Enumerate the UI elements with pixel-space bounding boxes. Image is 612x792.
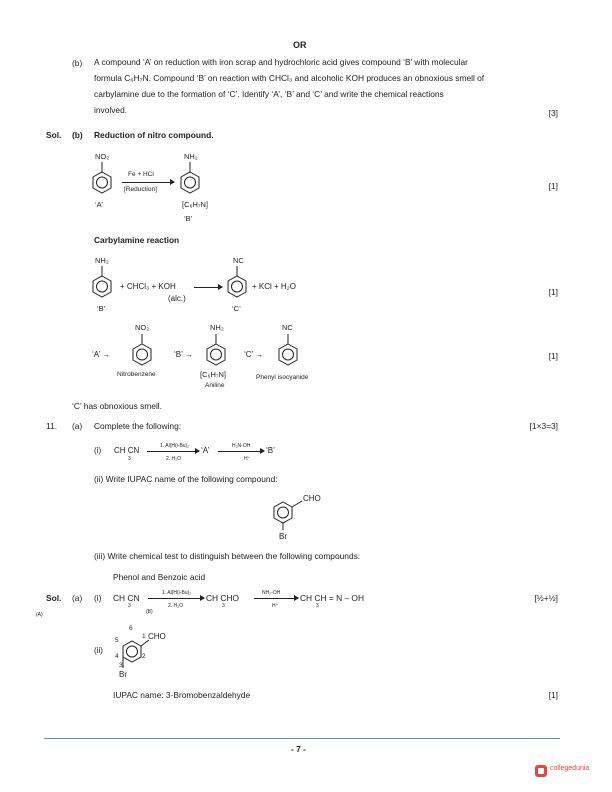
ring-number-2: 2: [142, 653, 146, 660]
question-instruction: Complete the following:: [94, 421, 182, 431]
cho-label: CHO: [148, 632, 166, 641]
label-a: ‘A’: [95, 200, 103, 209]
question-b-line: A compound ‘A’ on reduction with iron scrap and hydrochloric acid gives compound ‘B’ with molecular: [94, 57, 468, 67]
reaction-arrow: [194, 287, 222, 288]
cho-label: CHO: [303, 494, 321, 503]
ring-number-1: 1: [142, 633, 146, 640]
conclusion-text: ‘C’ has obnoxious smell.: [72, 401, 162, 411]
mid-label: ‘A’: [201, 446, 210, 455]
label-c: ‘C’: [232, 304, 241, 313]
carbylamine-heading: Carbylamine reaction: [94, 235, 180, 245]
reagent-bottom: [Reduction]: [124, 186, 157, 193]
ring-number-6: 6: [129, 625, 133, 632]
nh2-label: NH₂: [95, 256, 109, 265]
reagent2-top: H₂N-OH: [232, 443, 251, 449]
question-number: 11.: [46, 421, 58, 431]
label-b: ‘B’: [97, 304, 106, 313]
sol-marks-ii: [1]: [548, 690, 558, 700]
compounds-text: Phenol and Benzoic acid: [113, 572, 206, 582]
br-label: Br: [279, 532, 287, 541]
reagent1-top: 1. Al(H(i-Bu)₂: [160, 443, 190, 449]
subscript-3: 3: [222, 603, 225, 609]
sol-part: (b): [72, 130, 83, 140]
question-b-line: carbylamine due to the formation of ‘C’. Identify ‘A’, ‘B’ and ‘C’ and write the chemical reactions: [94, 89, 444, 99]
reaction-arrow: [122, 182, 174, 183]
footer-divider: [44, 738, 560, 739]
nc-label: NC: [233, 256, 244, 265]
reaction-arrow: [254, 598, 298, 599]
question-b-line: formula C₆H₇N. Compound ‘B’ on reaction with CHCl₃ and alcoholic KOH produces an obnoxious smell of: [94, 73, 485, 83]
brand-logo-icon: [534, 764, 548, 778]
formula-label: [C₆H₇N]: [182, 200, 209, 209]
sol-sub-i: (i): [94, 593, 102, 603]
brand-name: collegedunia: [550, 765, 590, 772]
sol-end: CH CH = N – OH: [300, 593, 364, 603]
reaction-arrow: [147, 451, 199, 452]
label-b: ‘B’: [184, 214, 193, 223]
sol-marks-i: [½+½]: [534, 593, 558, 603]
nc-label: NC: [282, 323, 293, 332]
nh2-label: NH₂: [210, 323, 224, 332]
reagent1-top: 1. Al(H(i-Bu)₂: [162, 590, 192, 596]
mark-3: [1]: [548, 351, 558, 361]
reaction-arrow: [218, 451, 264, 452]
sol-label: Sol.: [46, 593, 62, 603]
phenyl-isocyanide-label: Phenyl isocyanide: [256, 374, 309, 381]
reagent2-bottom: H⁺: [272, 603, 279, 609]
sub-i-start: CH CN: [114, 446, 140, 455]
aniline-formula: [C₆H₇N]: [200, 370, 227, 379]
reagent1-bottom: 2. H₂O: [168, 603, 183, 609]
br-label: Br: [119, 670, 127, 679]
iupac-answer: IUPAC name: 3-Bromobenzaldehyde: [113, 690, 251, 700]
question-b-line: involved.: [94, 105, 128, 115]
sol-middle: CH CHO: [206, 593, 240, 603]
reagent1-bottom: 2. H₂O: [166, 456, 181, 462]
summary-c: ‘C’ →: [244, 350, 264, 359]
mark-2: [1]: [548, 287, 558, 297]
question-b-marks: [3]: [548, 108, 558, 118]
mark-1: [1]: [548, 181, 558, 191]
label-a: (A): [36, 612, 43, 618]
question-b-label: (b): [72, 58, 83, 68]
sol-heading: Reduction of nitro compound.: [94, 130, 214, 140]
ring-number-4: 4: [115, 653, 119, 660]
ring-number-3: 3: [119, 662, 123, 669]
or-heading: OR: [293, 40, 307, 50]
end-label: ‘B’: [266, 446, 275, 455]
no2-label: NO₂: [95, 152, 110, 161]
reaction-arrow: [148, 598, 204, 599]
sub-iii-text: (iii) Write chemical test to distinguish between the following compounds:: [94, 551, 361, 561]
sub-ii-text: (ii) Write IUPAC name of the following compound:: [94, 474, 278, 484]
ring-number-5: 5: [115, 637, 119, 644]
reagent-top: Fe + HCl: [128, 171, 154, 178]
subscript-3: 3: [316, 603, 319, 609]
no2-label: NO₂: [135, 323, 150, 332]
reagent2-top: NH₂-OH: [262, 590, 281, 596]
brand-logo: [534, 762, 596, 780]
products-text: + KCl + H₂O: [252, 282, 297, 291]
alc-label: (alc.): [168, 294, 186, 303]
sub-i-label: (i): [94, 446, 102, 455]
sol-part: (a): [72, 593, 83, 603]
sol-start: CH CN: [113, 593, 140, 603]
label-b: (B): [146, 609, 153, 615]
aniline-label: Aniline: [205, 382, 225, 389]
nitrobenzene-label: Nitrobenzene: [117, 371, 156, 378]
nh2-label: NH₂: [184, 152, 198, 161]
question-part: (a): [72, 421, 83, 431]
question-11-marks: [1×3=3]: [529, 421, 558, 431]
subscript-3: 3: [128, 456, 131, 462]
sol-sub-ii: (ii): [94, 646, 103, 655]
summary-a: ‘A’ →: [92, 350, 111, 359]
summary-b: ‘B’ →: [174, 350, 193, 359]
reagent2-bottom: H⁺: [244, 456, 251, 462]
subscript-3: 3: [128, 603, 131, 609]
reactants-text: + CHCl₃ + KOH: [120, 282, 176, 291]
sol-label: Sol.: [46, 130, 62, 140]
page-number: - 7 -: [291, 744, 306, 754]
